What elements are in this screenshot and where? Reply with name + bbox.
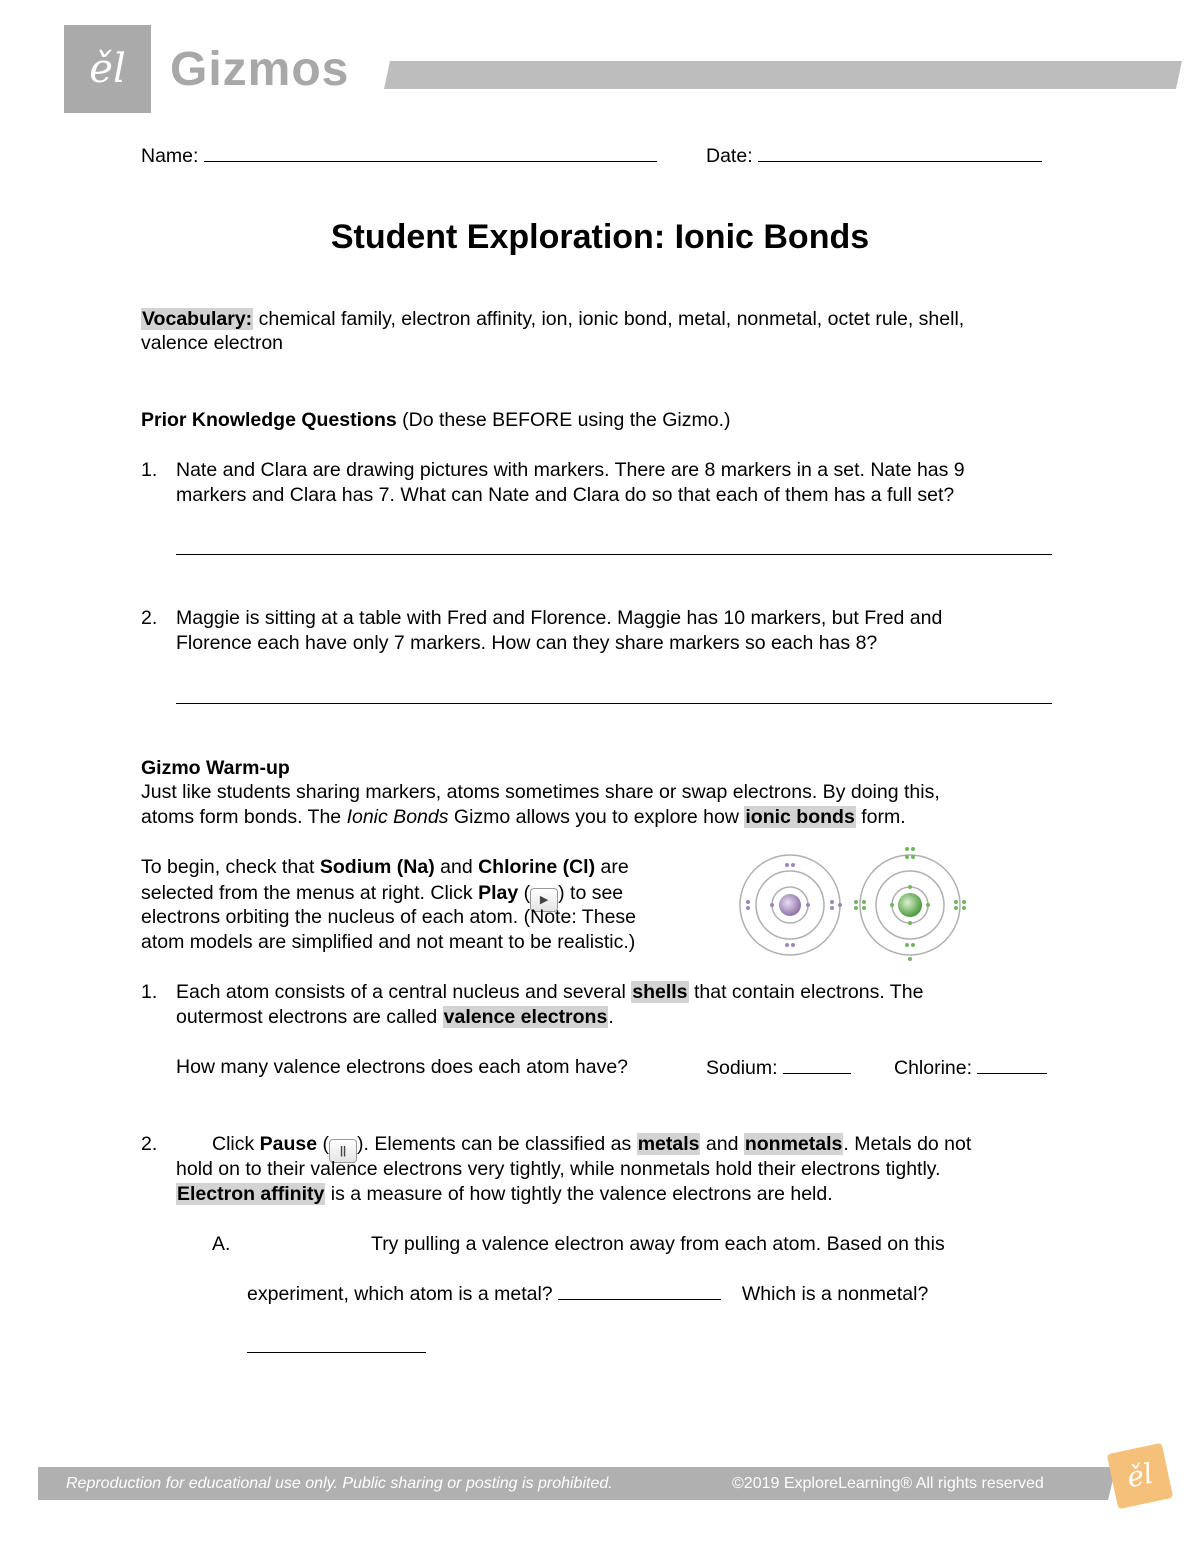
footer-copyright: ©2019 ExploreLearning® All rights reserved — [732, 1475, 1044, 1492]
prior-knowledge-heading — [141, 408, 731, 433]
page-title: Student Exploration: Ionic Bonds — [330, 218, 870, 256]
footer-disclaimer: Reproduction for educational use only. Public sharing or posting is prohibited. — [66, 1475, 613, 1492]
warmup-q1-line-1 — [176, 980, 923, 1005]
part-a-line-1: Try pulling a valence electron away from each atom. Based on this — [371, 1233, 945, 1255]
metal-question: experiment, which atom is a metal? — [247, 1283, 553, 1305]
date-field[interactable] — [758, 143, 1042, 162]
name-row — [141, 143, 657, 169]
chlorine-nucleus — [898, 893, 922, 917]
part-a-line-2 — [247, 1281, 928, 1307]
term-ionic-bonds: ionic bonds — [745, 806, 855, 828]
header-bar — [384, 61, 1182, 89]
q1-text: Each atom consists of a central nucleus and several — [176, 981, 632, 1003]
prior-q1-number: 1. — [141, 459, 158, 481]
nonmetal-answer-field[interactable] — [247, 1352, 426, 1353]
warmup-q2-line-3 — [176, 1182, 833, 1207]
name-label: Name: — [141, 145, 199, 167]
warmup-intro-text: atoms form bonds. The — [141, 806, 347, 828]
q2-text: . Metals do not — [843, 1133, 972, 1155]
date-row — [706, 143, 1042, 169]
chlorine-label: Chlorine (Cl) — [478, 856, 596, 878]
warmup-intro-line-1: Just like students sharing markers, atoms sometimes share or swap electrons. By doing this, — [141, 781, 940, 803]
begin-line-1 — [141, 855, 629, 880]
term-valence-electrons: valence electrons — [443, 1006, 608, 1028]
term-shells: shells — [632, 981, 688, 1003]
prior-q2-number: 2. — [141, 607, 158, 629]
prior-q1-answer-line[interactable] — [176, 554, 1052, 555]
vocabulary-terms: chemical family, electron affinity, ion, ionic bond, metal, nonmetal, octet rule, shell, — [253, 308, 965, 330]
vocabulary-line-2: valence electron — [141, 332, 284, 354]
begin-line-4: atom models are simplified and not meant to be realistic.) — [141, 931, 636, 953]
sodium-answer-field[interactable] — [783, 1055, 851, 1074]
warmup-q1-line-2 — [176, 1005, 614, 1030]
q2-text: ). Elements can be classified as — [357, 1133, 637, 1155]
begin-text: ( — [518, 882, 531, 904]
date-label: Date: — [706, 145, 753, 167]
chlorine-answer-row — [894, 1055, 1047, 1081]
valence-question: How many valence electrons does each atom have? — [176, 1056, 629, 1078]
q2-text: and — [700, 1133, 744, 1155]
prior-q2-answer-line[interactable] — [176, 703, 1052, 704]
q1-text: . — [608, 1006, 614, 1028]
sodium-answer-row — [706, 1055, 851, 1081]
q2-text: ( — [317, 1133, 330, 1155]
warmup-q2-number: 2. — [141, 1133, 158, 1155]
prior-q1-line-2: markers and Clara has 7. What can Nate and Clara do so that each of them has a full set? — [176, 484, 955, 506]
name-field[interactable] — [204, 143, 657, 162]
nonmetal-question: Which is a nonmetal? — [741, 1283, 929, 1305]
gizmo-name: Ionic Bonds — [346, 806, 449, 828]
brand-title: Gizmos — [170, 43, 350, 96]
q1-text: that contain electrons. The — [688, 981, 924, 1003]
warmup-q2-line-2: hold on to their valence electrons very tightly, while nonmetals hold their electrons tightly. — [176, 1158, 941, 1180]
vocabulary-label: Vocabulary: — [142, 308, 253, 330]
warmup-intro-text: form. — [855, 806, 906, 828]
prior-q1-line-1: Nate and Clara are drawing pictures with markers. There are 8 markers in a set. Nate has 9 — [176, 459, 965, 481]
term-metals: metals — [637, 1133, 700, 1155]
sodium-answer-label: Sodium: — [706, 1057, 778, 1079]
sodium-label: Sodium (Na) — [319, 856, 435, 878]
pause-label: Pause — [259, 1133, 318, 1155]
vocabulary-line-1 — [141, 307, 964, 332]
explorelearning-logo: ěl — [89, 46, 126, 92]
pause-icon: || — [329, 1139, 357, 1163]
warmup-heading: Gizmo Warm-up — [141, 757, 290, 779]
begin-text: and — [434, 856, 479, 878]
q2-text: Click — [212, 1133, 260, 1155]
metal-answer-field[interactable] — [558, 1281, 721, 1300]
prior-knowledge-title: Prior Knowledge Questions — [141, 409, 397, 431]
begin-text: To begin, check that — [141, 856, 320, 878]
term-nonmetals: nonmetals — [744, 1133, 843, 1155]
sodium-nucleus — [779, 894, 801, 916]
q1-text: outermost electrons are called — [176, 1006, 443, 1028]
begin-line-3: electrons orbiting the nucleus of each atom. (Note: These — [141, 906, 637, 928]
prior-q2-line-2: Florence each have only 7 markers. How can they share markers so each has 8? — [176, 632, 878, 654]
atom-models-image — [732, 843, 972, 965]
q2-text: is a measure of how tightly the valence electrons are held. — [325, 1183, 833, 1205]
begin-text: ) to see — [558, 882, 624, 904]
chlorine-answer-label: Chlorine: — [894, 1057, 973, 1079]
warmup-intro-text: Gizmo allows you to explore how — [448, 806, 745, 828]
term-electron-affinity: Electron affinity — [177, 1183, 325, 1205]
prior-q2-line-1: Maggie is sitting at a table with Fred and Florence. Maggie has 10 markers, but Fred and — [176, 607, 943, 629]
chlorine-answer-field[interactable] — [977, 1055, 1047, 1074]
warmup-intro-line-2 — [141, 805, 906, 830]
play-label: Play — [478, 882, 519, 904]
part-a-letter: A. — [212, 1233, 231, 1255]
warmup-q1-number: 1. — [141, 981, 158, 1003]
play-icon: ▶ — [530, 888, 558, 912]
begin-text: selected from the menus at right. Click — [141, 882, 479, 904]
corner-logo-glyph: ěl — [1123, 1456, 1156, 1495]
begin-text: are — [595, 856, 629, 878]
prior-knowledge-note: (Do these BEFORE using the Gizmo.) — [396, 409, 731, 431]
